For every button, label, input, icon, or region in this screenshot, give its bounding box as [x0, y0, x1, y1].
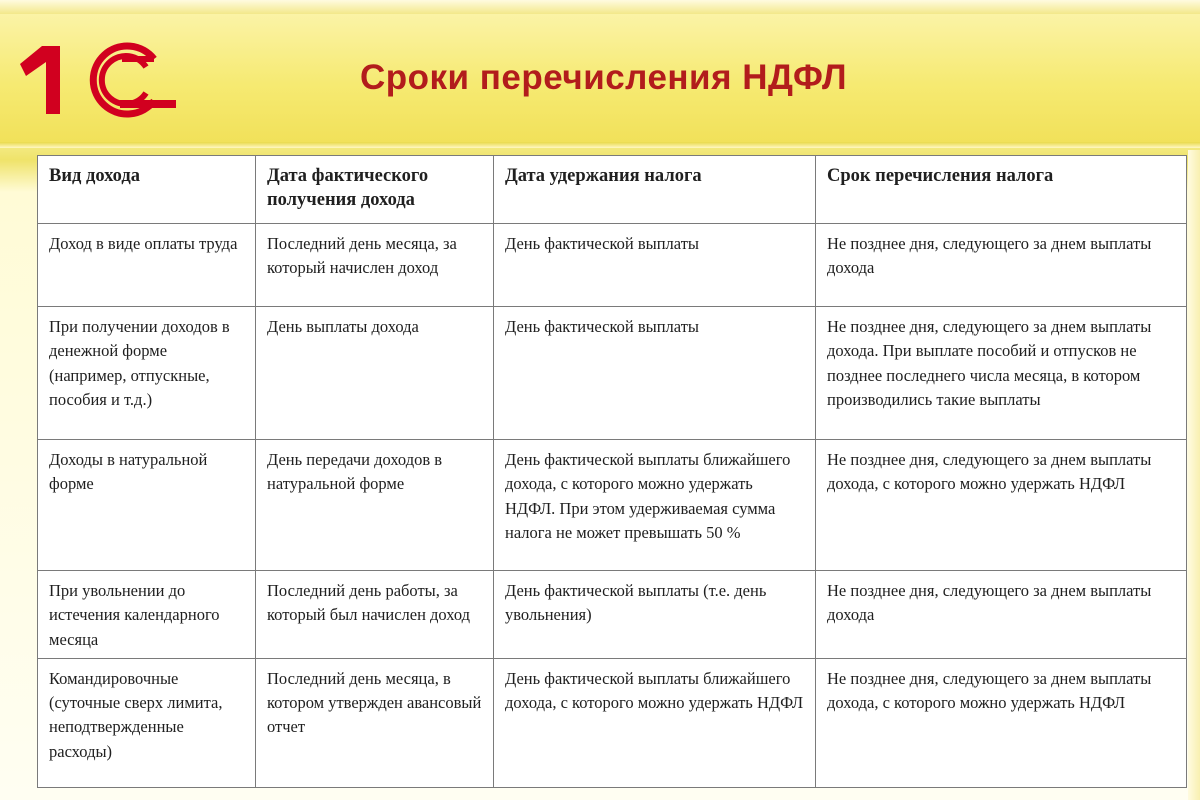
- cell-receipt-date: Последний день месяца, в котором утвержден авансовый отчет: [256, 658, 494, 787]
- header-withholding-date: Дата удержания налога: [494, 156, 816, 224]
- table-row: [38, 224, 1187, 307]
- header-transfer-deadline: Срок перечисления налога: [816, 156, 1187, 224]
- table-row: [38, 440, 1187, 571]
- cell-receipt-date: День выплаты дохода: [256, 307, 494, 440]
- table-row: [38, 571, 1187, 659]
- header-separator: [0, 142, 1200, 148]
- header-income-type: Вид дохода: [38, 156, 256, 224]
- slide-title: Сроки перечисления НДФЛ: [360, 58, 848, 97]
- cell-transfer-deadline: Не позднее дня, следующего за днем выплаты дохода: [816, 224, 1187, 307]
- cell-receipt-date: Последний день работы, за который был начислен доход: [256, 571, 494, 659]
- cell-receipt-date: Последний день месяца, за который начислен доход: [256, 224, 494, 307]
- cell-withholding-date: День фактической выплаты: [494, 224, 816, 307]
- table-row: [38, 307, 1187, 440]
- cell-income-type: При увольнении до истечения календарного месяца: [38, 571, 256, 659]
- cell-withholding-date: День фактической выплаты ближайшего дохода, с которого можно удержать НДФЛ: [494, 658, 816, 787]
- slide-edge: [1188, 150, 1200, 800]
- cell-income-type: Командировочные (суточные сверх лимита, неподтвержденные расходы): [38, 658, 256, 787]
- cell-withholding-date: День фактической выплаты (т.е. день увольнения): [494, 571, 816, 659]
- cell-income-type: Доходы в натуральной форме: [38, 440, 256, 571]
- cell-transfer-deadline: Не позднее дня, следующего за днем выплаты дохода, с которого можно удержать НДФЛ: [816, 440, 1187, 571]
- cell-transfer-deadline: Не позднее дня, следующего за днем выплаты дохода, с которого можно удержать НДФЛ: [816, 658, 1187, 787]
- cell-withholding-date: День фактической выплаты ближайшего дохода, с которого можно удержать НДФЛ. При этом удерживаемая сумма налога не может превышать 50 %: [494, 440, 816, 571]
- header-actual-receipt-date: Дата фактического получения дохода: [256, 156, 494, 224]
- cell-withholding-date: День фактической выплаты: [494, 307, 816, 440]
- 1c-logo: [16, 42, 178, 118]
- table-row: [38, 658, 1187, 787]
- tax-deadlines-table: [37, 155, 1187, 788]
- cell-transfer-deadline: Не позднее дня, следующего за днем выплаты дохода. При выплате пособий и отпусков не позднее последнего числа месяца, в котором производились такие выплаты: [816, 307, 1187, 440]
- table-header-row: [38, 156, 1187, 224]
- cell-transfer-deadline: Не позднее дня, следующего за днем выплаты дохода: [816, 571, 1187, 659]
- top-stripe: [0, 0, 1200, 14]
- cell-income-type: Доход в виде оплаты труда: [38, 224, 256, 307]
- cell-receipt-date: День передачи доходов в натуральной форме: [256, 440, 494, 571]
- cell-income-type: При получении доходов в денежной форме (например, отпускные, пособия и т.д.): [38, 307, 256, 440]
